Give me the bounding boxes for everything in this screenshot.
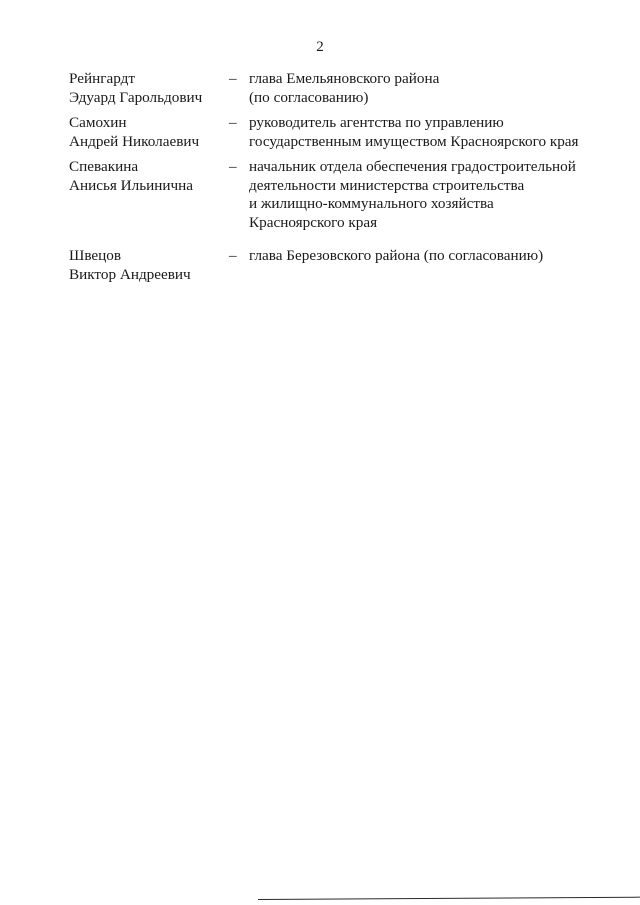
- position-description: [249, 70, 609, 107]
- description-line: Красноярского края: [249, 213, 378, 231]
- surname: Рейнгардт: [69, 70, 135, 87]
- person-name: [69, 158, 229, 232]
- given-names: Анисья Ильинична: [69, 176, 194, 194]
- dash: –: [229, 158, 237, 175]
- person-name: [69, 247, 229, 284]
- list-item: [69, 247, 609, 284]
- description-line: и жилищно-коммунального хозяйства: [249, 195, 494, 212]
- given-names: Эдуард Гарольдович: [69, 88, 203, 106]
- dash: –: [229, 247, 237, 264]
- list-item: [69, 158, 609, 232]
- list-item: [69, 114, 609, 151]
- given-names: Андрей Николаевич: [69, 132, 200, 150]
- member-list: [69, 70, 609, 284]
- page-number: 2: [316, 39, 324, 55]
- dash: –: [229, 70, 237, 87]
- description-line: деятельности министерства строительства: [249, 176, 525, 194]
- position-description: [249, 114, 609, 151]
- description-line: начальник отдела обеспечения градостроительной: [249, 158, 576, 175]
- description-line: государственным имуществом Красноярского края: [249, 132, 579, 150]
- person-name: [69, 114, 229, 151]
- bottom-rule: [258, 897, 640, 900]
- description-line: глава Емельяновского района: [249, 70, 440, 87]
- position-description: [249, 158, 609, 232]
- description-line: руководитель агентства по управлению: [249, 114, 504, 131]
- surname: Швецов: [69, 247, 122, 264]
- list-item: [69, 70, 609, 107]
- description-line: (по согласованию): [249, 88, 369, 106]
- person-name: [69, 70, 229, 107]
- surname: Спевакина: [69, 158, 139, 175]
- given-names: Виктор Андреевич: [69, 265, 191, 283]
- description-line: глава Березовского района (по согласованию): [249, 247, 544, 264]
- surname: Самохин: [69, 114, 127, 131]
- position-description: [249, 247, 609, 284]
- dash: –: [229, 114, 237, 131]
